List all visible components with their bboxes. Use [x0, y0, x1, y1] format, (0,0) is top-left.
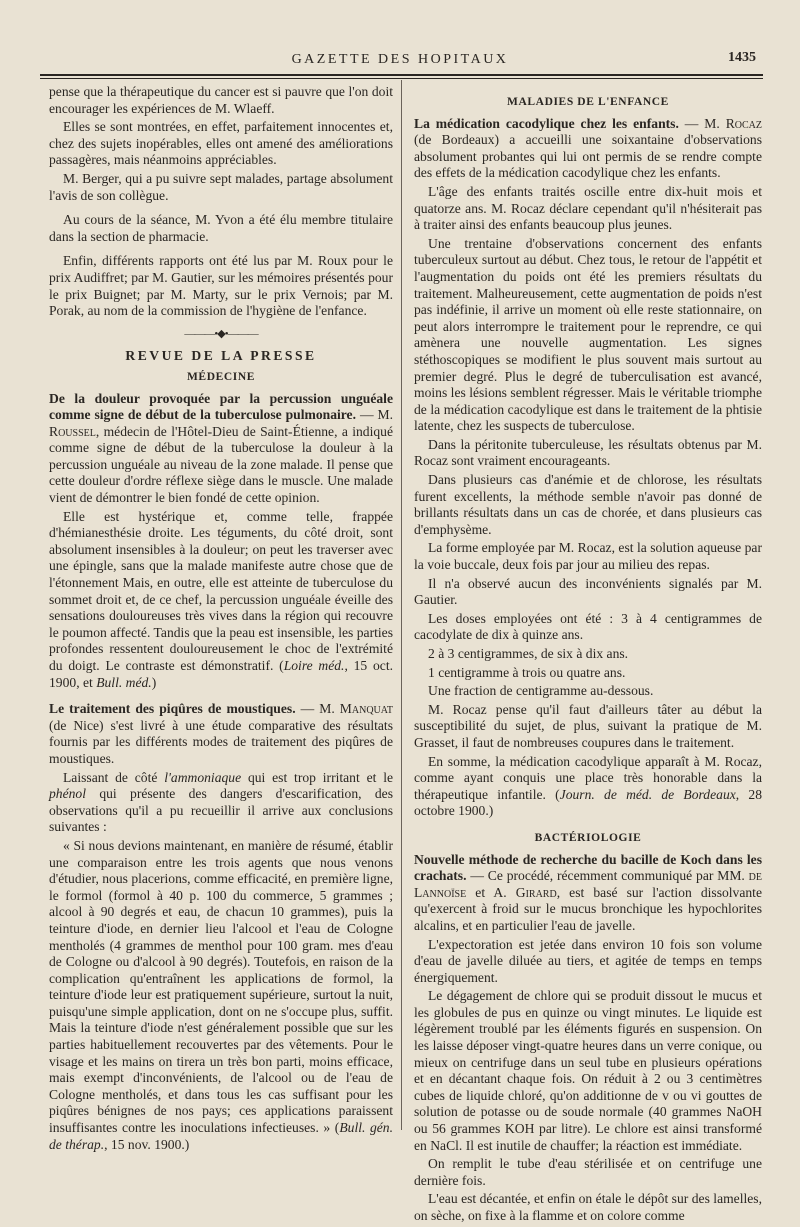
page-number: 1435 — [728, 50, 756, 65]
paragraph: En somme, la médication cacodylique apparaît à M. Rocaz, comme ayant conquis une place très honorable dans la thérapeutique infantile. (Journ. de méd. de Bordeaux, 28 octobre 1900.) — [414, 753, 763, 819]
article-title: Nouvelle méthode de recherche du bacille de Koch dans les crachats. — [414, 851, 762, 884]
paragraph: Le dégagement de chlore qui se produit dissout le mucus et les globules de pus en quinze ou vingt minutes. Le liquide est légèrement troublé par les éléments figurés en suspension. On les laisse déposer vingt-quatre heures dans un verre conique, ou mieux on centrifuge dans un seul tube en plusieurs opérations et en décantant chaque fois. On réduit à 2 ou 3 centimètres cubes de liquide chloré, qu'on additionne de v ou vi gouttes de solution de potasse ou de soude normale (40 grammes NaOH ou 56 grammes KOH par litre). Le chlore est ainsi transformé en NaCl. Il est inutile de chauffer; la réaction est immédiate. — [414, 988, 762, 1153]
paragraph: L'eau est décantée, et enfin on étale le dépôt sur des lamelles, on sèche, on fixe à la flamme et on colore comme — [414, 1191, 762, 1223]
section-heading-enfance: MALADIES DE L'ENFANCE — [507, 96, 669, 108]
subsection-heading-medecine: MÉDECINE — [186, 370, 256, 383]
paragraph: Au cours de la séance, M. Yvon a été élu membre titulaire dans la section de pharmacie. — [49, 212, 393, 244]
paragraph: Laissant de côté l'ammoniaque qui est trop irritant et le phénol qui présente des dangers d'escarification, des observations qu'il a pu recueillir il arrive aux conclusions suivantes : — [49, 769, 394, 835]
subsection-heading-bacteriologie: BACTÉRIOLOGIE — [534, 831, 642, 844]
paragraph: Dans la péritonite tuberculeuse, les résultats obtenus par M. Rocaz sont vraiment encourageants. — [414, 436, 762, 469]
paragraph: L'âge des enfants traités oscille entre dix-huit mois et quatorze ans. M. Rocaz déclare cependant qu'il n'hésiterait pas à traiter ainsi des enfants beaucoup plus jeunes. — [414, 183, 762, 233]
section-heading-revue: REVUE DE LA PRESSE — [125, 348, 317, 364]
paragraph: pense que la thérapeutique du cancer est si pauvre que l'on doit encourager les expériences de M. Wlaeff. — [49, 84, 393, 116]
header-rule-top — [40, 74, 763, 76]
paragraph: Les doses employées ont été : 3 à 4 centigrammes de cacodylate de dix à quinze ans. — [414, 610, 762, 643]
paragraph: Dans plusieurs cas d'anémie et de chlorose, les résultats furent excellents, la méthode semble n'avoir pas donné de brillants résultats dans un cas de chorée, et dans plusieurs cas d'emphysème. — [414, 472, 762, 537]
running-header-title: GAZETTE DES HOPITAUX — [291, 52, 509, 67]
paragraph: Il n'a observé aucun des inconvénients signalés par M. Gautier. — [414, 575, 762, 608]
dose-line: 2 à 3 centigrammes, de six à dix ans. — [428, 646, 629, 661]
section-ornament: ———•◆•——— — [184, 327, 258, 340]
header-rule-bottom — [40, 78, 763, 79]
dose-line: Une fraction de centigramme au-dessous. — [428, 683, 654, 699]
source-citation: Loire méd. — [283, 658, 345, 673]
source-citation: Bull. méd. — [96, 674, 152, 690]
article-title: Le traitement des piqûres de moustiques. — [49, 701, 296, 717]
article-moustiques-intro: Le traitement des piqûres de moustiques. — M. Manquat (de Nice) s'est livré à une étude comparative des résultats fournis par les différents modes de traitement des piqûres de moustiques. — [49, 701, 393, 766]
source-citation: Journ. de méd. de Bordeaux — [559, 786, 736, 802]
paragraph: Enfin, différents rapports ont été lus par M. Roux pour le prix Audiffret; par M. Gautier, sur les mémoires présentés pour le prix Buignet; par M. Marty, sur le prix Vernois; par M. Porak, au nom de la commission de l'hygiène de l'enfance. — [49, 253, 393, 319]
right-column — [414, 84, 762, 1227]
article-title: De la douleur provoquée par la percussion unguéale comme signe de début de la tuberculose pulmonaire. — [49, 390, 393, 423]
paragraph: Elles se sont montrées, en effet, parfaitement innocentes et, chez des sujets inopérables, elles ont amené des améliorations passagères, mais néanmoins appréciables. — [49, 119, 393, 168]
source-citation: Bull. gén. de thérap. — [49, 1120, 393, 1152]
author-name: Roussel — [49, 423, 96, 439]
author-name: Rocaz — [725, 115, 762, 131]
author-name: Girard — [515, 884, 557, 900]
paragraph: M. Berger, qui a pu suivre sept malades, partage absolument l'avis de son collègue. — [49, 170, 393, 203]
paragraph: L'expectoration est jetée dans environ 10 fois son volume d'eau de javelle diluée au tiers, et agitée de temps en temps énergiquement. — [414, 936, 762, 985]
left-column — [49, 84, 393, 1155]
article-douleur-intro: De la douleur provoquée par la percussion unguéale comme signe de début de la tuberculose pulmonaire. — M. Roussel, médecin de l'Hôtel-Dieu de Saint-Étienne, a indiqué comme signe de début de la tuberculose la douleur à la percussion unguéale au niveau de la zone malade. Il pense que cette douleur d'ordre réflexe siège dans le muscle. Une malade vient de démontrer le bien fondé de cette opinion. — [49, 390, 393, 506]
paragraph: Elle est hystérique et, comme telle, frappée d'hémianesthésie droite. Les téguments, du côté droit, sont absolument insensibles à la douleur; on peut les traverser avec une épingle, sans que la malade manifeste autre chose que de l'étonnement Mais, en outre, elle est atteinte de tuberculose du sommet droit et, de ce chef, la percussion unguéale éveille des sensations douloureuses très vives dans la région qui recouvre le poumon affecté. Tandis que la peau est insensible, les parties profondes ressentent douloureusement le choc de l'extrémité du doigt. Le contraste est démonstratif. (Loire méd., 15 oct. 1900, et Bull. méd.) — [49, 508, 394, 690]
author-name: de Lannoïse — [414, 868, 762, 900]
paragraph: On remplit le tube d'eau stérilisée et on centrifuge une dernière fois. — [414, 1156, 762, 1188]
quoted-conclusion: « Si nous devions maintenant, en manière de résumé, établir une comparaison entre les trois agents que nous venons d'étudier, nous placerions, comme efficacité, en première ligne, le formol (formol à 40 p. 100 du commerce, 5 grammes ; alcool à 90 degrés et eau, de chacun 10 grammes), puis la teinture d'iode, en dernier lieu l'alcool et l'eau de Cologne mentholés (4 grammes de menthol pour 100 gram. mes d'eau de Cologne ou d'alcool à 90 degrés). Toutefois, en raison de la complication qu'entraînent les applications de formol, la teinture d'iode leur est pratiquement supérieure, surtout la nuit, puisqu'une simple application, dont on ne s'occupe plus, suffit. Mais la teinture d'iode n'est généralement possible que sur les parties habituellement recouvertes par des vêtements. Pour le visage et les mains on tirera un très bon parti, moins efficace, mais exempt d'inconvénients, de l'alcool ou de l'eau de Cologne mentholés, et dans tous les cas suffisant pour les piqûres bénignes de nos pays; ces applications paraissent insuffisantes contre les inoculations infectieuses. » (Bull. gén. de thérap., 15 nov. 1900.) — [49, 837, 393, 1152]
dose-line: 1 centigramme à trois ou quatre ans. — [428, 664, 626, 680]
author-name: Manquat — [339, 701, 393, 717]
column-divider — [401, 80, 402, 1130]
paragraph: La forme employée par M. Rocaz, est la solution aqueuse par la voie buccale, deux fois par jour au milieu des repas. — [414, 540, 762, 573]
article-cacodylique-intro: La médication cacodylique chez les enfants. — M. Rocaz (de Bordeaux) a accueilli une soixantaine d'observations absolument probantes qui lui ont permis de se rendre compte des effets de la médication cacodylique chez les enfants. — [414, 115, 762, 181]
paragraph: Une trentaine d'observations concernent des enfants tuberculeux surtout au début. Chez tous, le retour de l'appétit et l'augmentation du poids ont été les premiers résultats du traitement. Malheureusement, cette augmentation de poids n'est pas indéfinie, il arrive un moment où elle reste stationnaire, on peut alors interrompre le traitement pour le reprendre, ce qui amènera une nouvelle augmentation. Les signes stéthoscopiques se modifient le plus souvent mais surtout au premier degré. Plus le degré de tuberculisation est avancé, moins les lésions semblent régresser. Mais le véritable triomphe de la médication cacodylique est dans le traitement de la phtisie latente, chez les suspects de tuberculose. — [414, 235, 762, 434]
article-title: La médication cacodylique chez les enfants. — [414, 115, 679, 131]
paragraph: M. Rocaz pense qu'il faut d'ailleurs tâter au début la susceptibilité du sujet, de plus, suivant la pratique de M. Grasset, il faut de nombreuses coupures dans le traitement. — [414, 701, 762, 750]
article-koch-intro: Nouvelle méthode de recherche du bacille de Koch dans les crachats. — Ce procédé, récemment communiqué par MM. de Lannoïse et A. Girard, est basé sur l'action dissolvante qu'exercent à froid sur le mucus bronchique les hypochlorites alcalins, et en particulier l'eau de javelle. — [414, 851, 762, 933]
